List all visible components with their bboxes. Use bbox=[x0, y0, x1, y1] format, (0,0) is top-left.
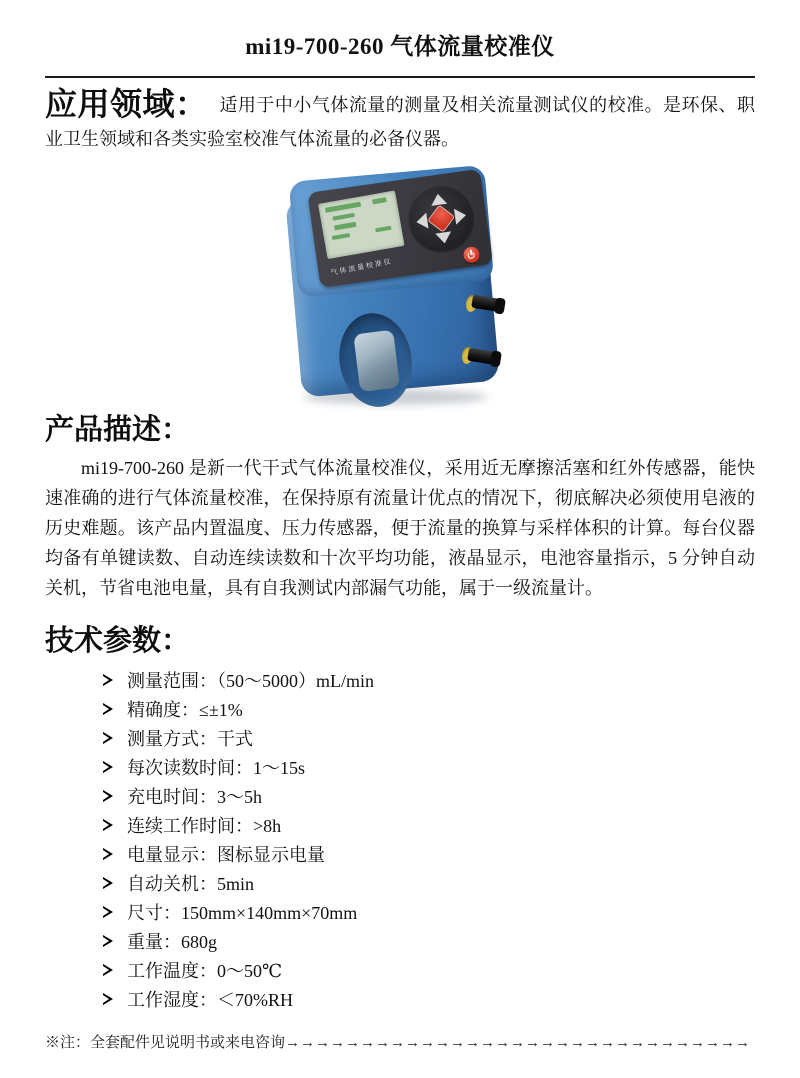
device-top-face bbox=[289, 165, 494, 298]
power-glyph-stem bbox=[470, 249, 472, 254]
arrow-bullet-icon bbox=[103, 848, 127, 860]
page-title: mi19-700-260 气体流量校准仪 bbox=[245, 34, 555, 59]
spec-item bbox=[103, 955, 755, 984]
lcd-text-line bbox=[332, 212, 354, 220]
footer-note bbox=[45, 1031, 759, 1052]
device-navpad bbox=[405, 182, 477, 254]
spec-item-text: 每次读数时间：1～15s bbox=[127, 757, 306, 778]
arrow-bullet-icon bbox=[103, 906, 127, 918]
calibrator-device bbox=[282, 164, 511, 403]
footer-arrows: →→→→→→→→→→→→→→→→→→→→→→→→→→→→→→→ bbox=[285, 1035, 751, 1051]
device-label: 气体流量校准仪 bbox=[330, 258, 394, 278]
spec-item bbox=[103, 868, 755, 897]
spec-item-text: 工作湿度：＜70%RH bbox=[127, 989, 293, 1010]
spec-item bbox=[103, 752, 755, 781]
arrow-bullet-icon bbox=[103, 877, 127, 889]
spec-item-text: 精确度：≤±1% bbox=[127, 699, 243, 720]
description-heading: 产品描述： bbox=[45, 414, 191, 446]
application-text: 适用于中小气体流量的测量及相关流量测试仪的校准。是环保、职业卫生领域和各类实验室校准气体流量的必备仪器。 bbox=[45, 95, 755, 149]
lcd-text-line bbox=[334, 222, 356, 230]
spec-item bbox=[103, 781, 755, 810]
piston-glass bbox=[353, 330, 400, 392]
spec-item bbox=[103, 984, 755, 1013]
lcd-text-line bbox=[325, 202, 361, 213]
nozzle-cap bbox=[494, 297, 506, 314]
spec-item-text: 测量范围：（50～5000）mL/min bbox=[127, 670, 374, 691]
device-control-panel bbox=[307, 169, 493, 288]
specs-heading: 技术参数： bbox=[45, 625, 191, 657]
spec-item-text: 电量显示：图标显示电量 bbox=[127, 844, 325, 865]
spec-item-text: 重量：680g bbox=[127, 931, 217, 952]
spec-item-text: 连续工作时间：>8h bbox=[127, 815, 282, 836]
arrow-bullet-icon bbox=[103, 674, 127, 686]
spec-item bbox=[103, 694, 755, 723]
spec-item bbox=[103, 665, 755, 694]
arrow-bullet-icon bbox=[103, 819, 127, 831]
description-text: mi19-700-260 是新一代干式气体流量校准仪，采用近无摩擦活塞和红外传感器，能快速准确的进行气体流量校准，在保持原有流量计优点的情况下，彻底解决必须使用皂液的历史难题。该产品内置温度、压力传感器，便于流量的换算与采样体积的计算。每台仪器均备有单键读数、自动连续读数和十次平均功能，液晶显示，电池容量指示，5 分钟自动关机，节省电池电量，具有自我测试内部漏气功能，属于一级流量计。 bbox=[45, 458, 755, 598]
spec-item bbox=[103, 723, 755, 752]
arrow-bullet-icon bbox=[103, 993, 127, 1005]
spec-list bbox=[45, 665, 755, 1013]
arrow-bullet-icon bbox=[103, 761, 127, 773]
arrow-bullet-icon bbox=[103, 703, 127, 715]
title-divider bbox=[45, 76, 755, 78]
footer-note-text: ※注：全套配件见说明书或来电咨询 bbox=[45, 1035, 286, 1051]
nav-down-icon bbox=[435, 231, 452, 244]
nav-up-icon bbox=[430, 193, 447, 206]
nav-right-icon bbox=[454, 207, 467, 224]
lcd-text-line bbox=[375, 225, 392, 232]
product-photo bbox=[275, 169, 525, 407]
spec-item bbox=[103, 810, 755, 839]
power-button-icon bbox=[462, 246, 480, 264]
application-heading: 应用领域： bbox=[45, 86, 208, 122]
nav-confirm-button bbox=[427, 205, 455, 233]
spec-item bbox=[103, 897, 755, 926]
lcd-text-line bbox=[372, 197, 387, 204]
arrow-bullet-icon bbox=[103, 732, 127, 744]
arrow-bullet-icon bbox=[103, 964, 127, 976]
arrow-bullet-icon bbox=[103, 790, 127, 802]
spec-item bbox=[103, 839, 755, 868]
application-section bbox=[45, 88, 755, 156]
spec-item-text: 测量方式：干式 bbox=[127, 728, 253, 749]
spec-item-text: 充电时间：3～5h bbox=[127, 786, 262, 807]
spec-item-text: 自动关机：5min bbox=[127, 873, 255, 894]
lcd-text-line bbox=[332, 232, 351, 240]
device-lcd-screen bbox=[318, 190, 405, 259]
nav-left-icon bbox=[415, 213, 428, 230]
spec-item-text: 尺寸：150mm×140mm×70mm bbox=[127, 902, 358, 923]
arrow-bullet-icon bbox=[103, 935, 127, 947]
spec-item-text: 工作温度：0～50℃ bbox=[127, 960, 283, 981]
spec-item bbox=[103, 926, 755, 955]
